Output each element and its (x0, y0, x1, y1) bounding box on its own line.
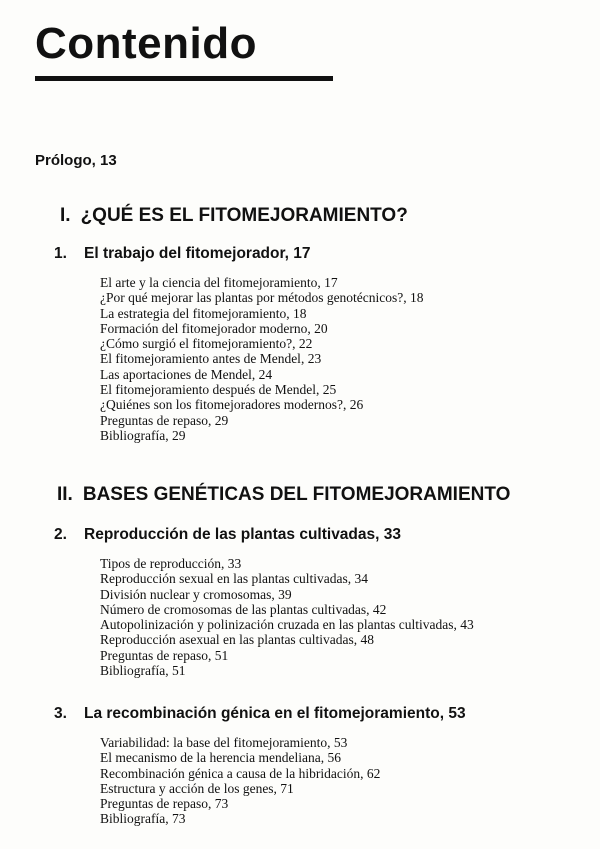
part-heading-1[interactable] (60, 205, 408, 227)
toc-entry[interactable]: ¿Cómo surgió el fitomejoramiento?, 22 (100, 336, 313, 352)
chapter-heading-3[interactable] (54, 704, 466, 723)
toc-entry[interactable]: Preguntas de repaso, 73 (100, 796, 229, 812)
toc-entry[interactable]: Recombinación génica a causa de la hibridación, 62 (100, 765, 381, 781)
toc-entry[interactable]: El fitomejoramiento después de Mendel, 25 (100, 382, 337, 398)
toc-entry[interactable]: Las aportaciones de Mendel, 24 (100, 366, 273, 382)
part-number: II. (57, 484, 73, 505)
toc-entry[interactable]: Bibliografía, 73 (100, 811, 186, 827)
toc-entry[interactable]: División nuclear y cromosomas, 39 (100, 586, 292, 602)
page-title: Contenido (35, 19, 258, 68)
chapter-number: 3. (54, 705, 67, 722)
toc-entry[interactable]: Número de cromosomas de las plantas cultivadas, 42 (100, 601, 387, 617)
toc-entry[interactable]: Preguntas de repaso, 51 (100, 647, 229, 663)
part-title: BASES GENÉTICAS DEL FITOMEJORAMIENTO (82, 484, 511, 505)
toc-prologo[interactable]: Prólogo, 13 (35, 152, 117, 169)
part-heading-2[interactable] (57, 484, 510, 506)
toc-entry[interactable]: Bibliografía, 29 (100, 427, 186, 443)
chapter-title: El trabajo del fitomejorador, 17 (84, 245, 311, 262)
chapter-number: 2. (54, 526, 67, 543)
toc-entry[interactable]: Preguntas de repaso, 29 (100, 412, 229, 428)
toc-entry[interactable]: El arte y la ciencia del fitomejoramiento, 17 (100, 275, 338, 290)
toc-entry[interactable]: Autopolinización y polinización cruzada en las plantas cultivadas, 43 (100, 617, 474, 633)
toc-entry[interactable]: ¿Quiénes son los fitomejoradores modernos?, 26 (100, 397, 364, 413)
toc-entry[interactable]: Estructura y acción de los genes, 71 (100, 780, 294, 796)
toc-entry[interactable]: Formación del fitomejorador moderno, 20 (100, 320, 328, 336)
chapter-heading-1[interactable] (54, 244, 311, 263)
toc-entry[interactable]: Tipos de reproducción, 33 (100, 556, 242, 571)
toc-entry[interactable]: La estrategia del fitomejoramiento, 18 (100, 305, 307, 321)
toc-entry[interactable]: Reproducción asexual en las plantas cultivadas, 48 (100, 632, 375, 648)
chapter-3-entries (100, 735, 380, 827)
chapter-heading-2[interactable] (54, 525, 401, 544)
chapter-2-entries (100, 556, 474, 678)
chapter-1-entries (100, 275, 424, 443)
chapter-title: La recombinación génica en el fitomejoramiento, 53 (84, 705, 466, 722)
toc-entry[interactable]: Bibliografía, 51 (100, 663, 186, 679)
part-number: I. (60, 205, 71, 226)
chapter-title: Reproducción de las plantas cultivadas, 33 (84, 526, 401, 543)
toc-entry[interactable]: El fitomejoramiento antes de Mendel, 23 (100, 351, 322, 367)
title-underline (35, 76, 333, 81)
toc-entry[interactable]: Reproducción sexual en las plantas cultivadas, 34 (100, 571, 369, 587)
toc-entry[interactable]: Variabilidad: la base del fitomejoramiento, 53 (100, 735, 348, 750)
part-title: ¿QUÉ ES EL FITOMEJORAMIENTO? (80, 205, 408, 226)
chapter-number: 1. (54, 245, 67, 262)
toc-entry[interactable]: El mecanismo de la herencia mendeliana, 56 (100, 750, 342, 766)
toc-entry[interactable]: ¿Por qué mejorar las plantas por métodos genotécnicos?, 18 (100, 290, 424, 306)
